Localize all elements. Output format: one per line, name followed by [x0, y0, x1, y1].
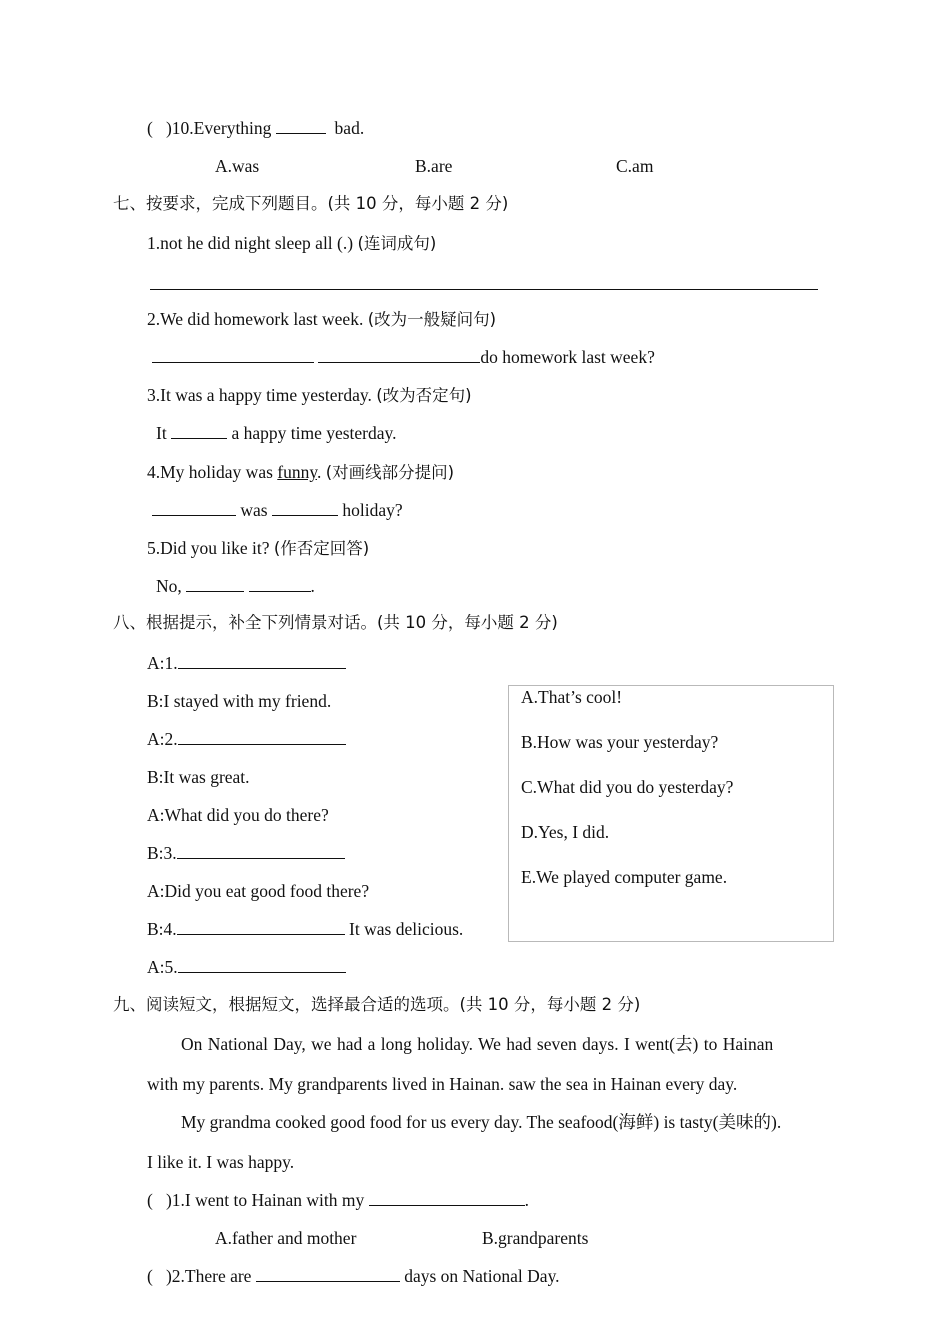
dialogue-speaker: B:4.: [147, 919, 177, 939]
s7-item-3-text: 3.It was a happy time yesterday.: [147, 385, 372, 405]
section-7-heading: 七、按要求，完成下列题目。(共 10 分，每小题 2 分): [113, 194, 509, 213]
s7-item-1-answer-line[interactable]: [150, 289, 818, 290]
s7-item-4-period: .: [316, 462, 322, 482]
s7-item-1-text: 1.not he did night sleep all (.): [147, 233, 354, 253]
s7-item-5-text: 5.Did you like it?: [147, 538, 270, 558]
s9-q1-option-a: A.father and mother: [215, 1228, 357, 1248]
s7-item-3-hint: (改为否定句): [376, 386, 472, 405]
question-stem: )1.I went to Hainan with my: [165, 1190, 365, 1210]
s9-question-1: [147, 1189, 529, 1211]
s7-item-2-answer: [152, 346, 655, 368]
answer-head: It: [156, 423, 167, 443]
answer-blank[interactable]: [178, 956, 346, 973]
answer-blank[interactable]: [256, 1265, 400, 1282]
s9-q1-option-b: B.grandparents: [482, 1228, 589, 1248]
s7-item-5: [147, 537, 369, 560]
question-stem: )10.Everything: [165, 118, 272, 138]
dialogue-line-5: A:What did you do there?: [147, 805, 329, 825]
answer-blank[interactable]: [171, 422, 227, 439]
s7-item-4-text: 4.My holiday was: [147, 462, 273, 482]
answer-blank[interactable]: [186, 575, 244, 592]
s7-item-3: [147, 384, 472, 407]
option-b: B.How was your yesterday?: [521, 732, 719, 752]
answer-blank[interactable]: [369, 1189, 525, 1206]
section-8-heading: 八、根据提示，补全下列情景对话。(共 10 分，每小题 2 分): [113, 613, 558, 632]
dialogue-speaker: A:2.: [147, 729, 178, 749]
question-end: .: [524, 1190, 529, 1210]
answer-paren: (: [147, 118, 153, 138]
option-c: C.am: [616, 156, 654, 176]
passage-line-4: I like it. I was happy.: [147, 1152, 295, 1172]
s7-item-1: [147, 232, 436, 255]
dialogue-line-1: [147, 652, 346, 674]
s7-item-5-hint: (作否定回答): [273, 539, 370, 558]
dialogue-line-6: [147, 842, 345, 864]
option-b: B.are: [415, 156, 453, 176]
s7-item-4-hint: (对画线部分提问): [325, 463, 455, 482]
question-stem-end: bad.: [334, 118, 365, 138]
s7-item-5-answer: [156, 575, 315, 597]
s7-item-3-answer: [156, 422, 397, 444]
option-e: E.We played computer game.: [521, 867, 728, 887]
dialogue-speaker: A:1.: [147, 653, 178, 673]
s7-item-1-hint: (连词成句): [357, 234, 437, 253]
dialogue-speaker: A:5.: [147, 957, 178, 977]
passage-line-3: My grandma cooked good food for us every day. The seafood(海鲜) is tasty(美味的).: [181, 1112, 782, 1132]
dialogue-speaker: B:3.: [147, 843, 177, 863]
question-10: [147, 117, 364, 139]
passage-line-2: with my parents. My grandparents lived in Hainan. saw the sea in Hainan every day.: [147, 1074, 738, 1094]
answer-tail: .: [310, 576, 315, 596]
dialogue-line-8: [147, 918, 463, 940]
section-9-heading: 九、阅读短文，根据短文，选择最合适的选项。(共 10 分，每小题 2 分): [113, 995, 641, 1014]
answer-blank[interactable]: [318, 346, 480, 363]
answer-blank[interactable]: [178, 652, 346, 669]
dialogue-line-8-tail: It was delicious.: [349, 919, 464, 939]
s9-question-2: [147, 1265, 560, 1287]
answer-tail: a happy time yesterday.: [231, 423, 397, 443]
dialogue-line-2: B:I stayed with my friend.: [147, 691, 332, 711]
s7-item-2-hint: (改为一般疑问句): [367, 310, 497, 329]
dialogue-line-7: A:Did you eat good food there?: [147, 881, 370, 901]
options-box: [508, 685, 834, 942]
answer-blank[interactable]: [177, 918, 345, 935]
question-stem: )2.There are: [165, 1266, 252, 1286]
answer-blank[interactable]: [272, 499, 338, 516]
answer-paren: (: [147, 1190, 153, 1210]
answer-tail: do homework last week?: [480, 347, 655, 367]
s7-item-4-answer: [152, 499, 403, 521]
answer-blank[interactable]: [152, 346, 314, 363]
dialogue-line-4: B:It was great.: [147, 767, 250, 787]
answer-blank[interactable]: [178, 728, 346, 745]
answer-tail: holiday?: [342, 500, 403, 520]
answer-mid: was: [240, 500, 268, 520]
answer-blank[interactable]: [249, 575, 311, 592]
s7-item-4: [147, 461, 454, 484]
dialogue-line-3: [147, 728, 346, 750]
option-c: C.What did you do yesterday?: [521, 777, 734, 797]
passage-line-1: On National Day, we had a long holiday. We had seven days. I went(去) to Hainan: [181, 1034, 774, 1054]
answer-blank[interactable]: [177, 842, 345, 859]
dialogue-line-9: [147, 956, 346, 978]
answer-head: No,: [156, 576, 182, 596]
underlined-word: funny: [277, 462, 317, 482]
option-a: A.was: [215, 156, 260, 176]
option-d: D.Yes, I did.: [521, 822, 610, 842]
answer-blank[interactable]: [152, 499, 236, 516]
s7-item-2-text: 2.We did homework last week.: [147, 309, 364, 329]
s7-item-2: [147, 308, 496, 331]
answer-blank[interactable]: [276, 117, 326, 134]
option-a: A.That’s cool!: [521, 687, 623, 707]
question-end: days on National Day.: [404, 1266, 560, 1286]
answer-paren: (: [147, 1266, 153, 1286]
